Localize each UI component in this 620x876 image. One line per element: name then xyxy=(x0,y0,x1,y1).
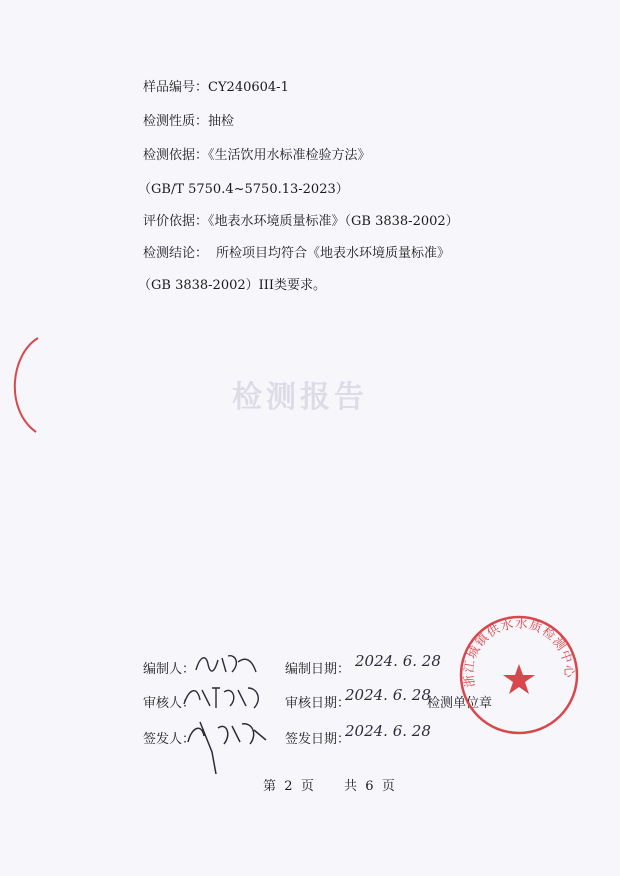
conclusion-line xyxy=(143,242,450,261)
watermark: 检测报告 xyxy=(232,380,368,415)
sample-number-value: CY240604-1 xyxy=(208,80,289,95)
total-suffix: 页 xyxy=(381,779,395,794)
test-nature-line xyxy=(143,110,234,129)
compiler-signature xyxy=(192,650,262,678)
issuer-signature xyxy=(182,712,272,782)
total-pages-indicator xyxy=(344,775,395,794)
review-date-label: 审核日期： xyxy=(285,696,351,711)
test-nature-label: 检测性质： xyxy=(143,114,209,129)
sample-number-label: 样品编号： xyxy=(143,80,209,95)
conclusion-label: 检测结论： xyxy=(143,246,209,261)
compile-date: 2024. 6. 28 xyxy=(355,652,441,670)
reviewer-label: 审核人： xyxy=(143,696,196,711)
evaluation-basis-value: 《地表水环境质量标准》（GB 3838-2002） xyxy=(208,214,459,229)
compiler-label: 编制人： xyxy=(143,662,196,677)
test-basis-line xyxy=(143,144,371,163)
review-date: 2024. 6. 28 xyxy=(345,686,431,704)
evaluation-basis-label: 评价依据： xyxy=(143,214,209,229)
page-number: 2 xyxy=(284,779,293,794)
page-indicator xyxy=(263,775,314,794)
page-prefix: 第 xyxy=(263,779,277,794)
reviewer-signature xyxy=(180,682,270,712)
conclusion-continued: （GB 3838-2002）III类要求。 xyxy=(138,278,327,293)
official-seal xyxy=(456,612,582,738)
seal-text: 浙江城镇供水水质检测中心 xyxy=(460,615,578,689)
star-icon xyxy=(503,664,535,694)
sample-number-line xyxy=(143,76,289,95)
page-suffix: 页 xyxy=(300,779,314,794)
issuer-label: 签发人： xyxy=(143,732,196,747)
issue-date: 2024. 6. 28 xyxy=(345,722,431,740)
total-pages: 6 xyxy=(365,779,374,794)
compile-date-label: 编制日期： xyxy=(285,662,351,677)
issue-date-label: 签发日期： xyxy=(285,732,351,747)
test-basis-value: 《生活饮用水标准检验方法》 xyxy=(208,148,371,163)
test-nature-value: 抽检 xyxy=(208,114,235,129)
partial-seal-arc xyxy=(0,330,40,440)
compiler-row xyxy=(143,658,195,677)
evaluation-basis-line xyxy=(143,210,459,229)
total-prefix: 共 xyxy=(344,779,358,794)
conclusion-value: 所检项目均符合《地表水环境质量标准》 xyxy=(216,246,451,261)
test-basis-standard: （GB/T 5750.4~5750.13-2023） xyxy=(138,182,349,197)
testing-unit-seal-label: 检测单位章 xyxy=(427,696,493,711)
test-basis-label: 检测依据： xyxy=(143,148,209,163)
